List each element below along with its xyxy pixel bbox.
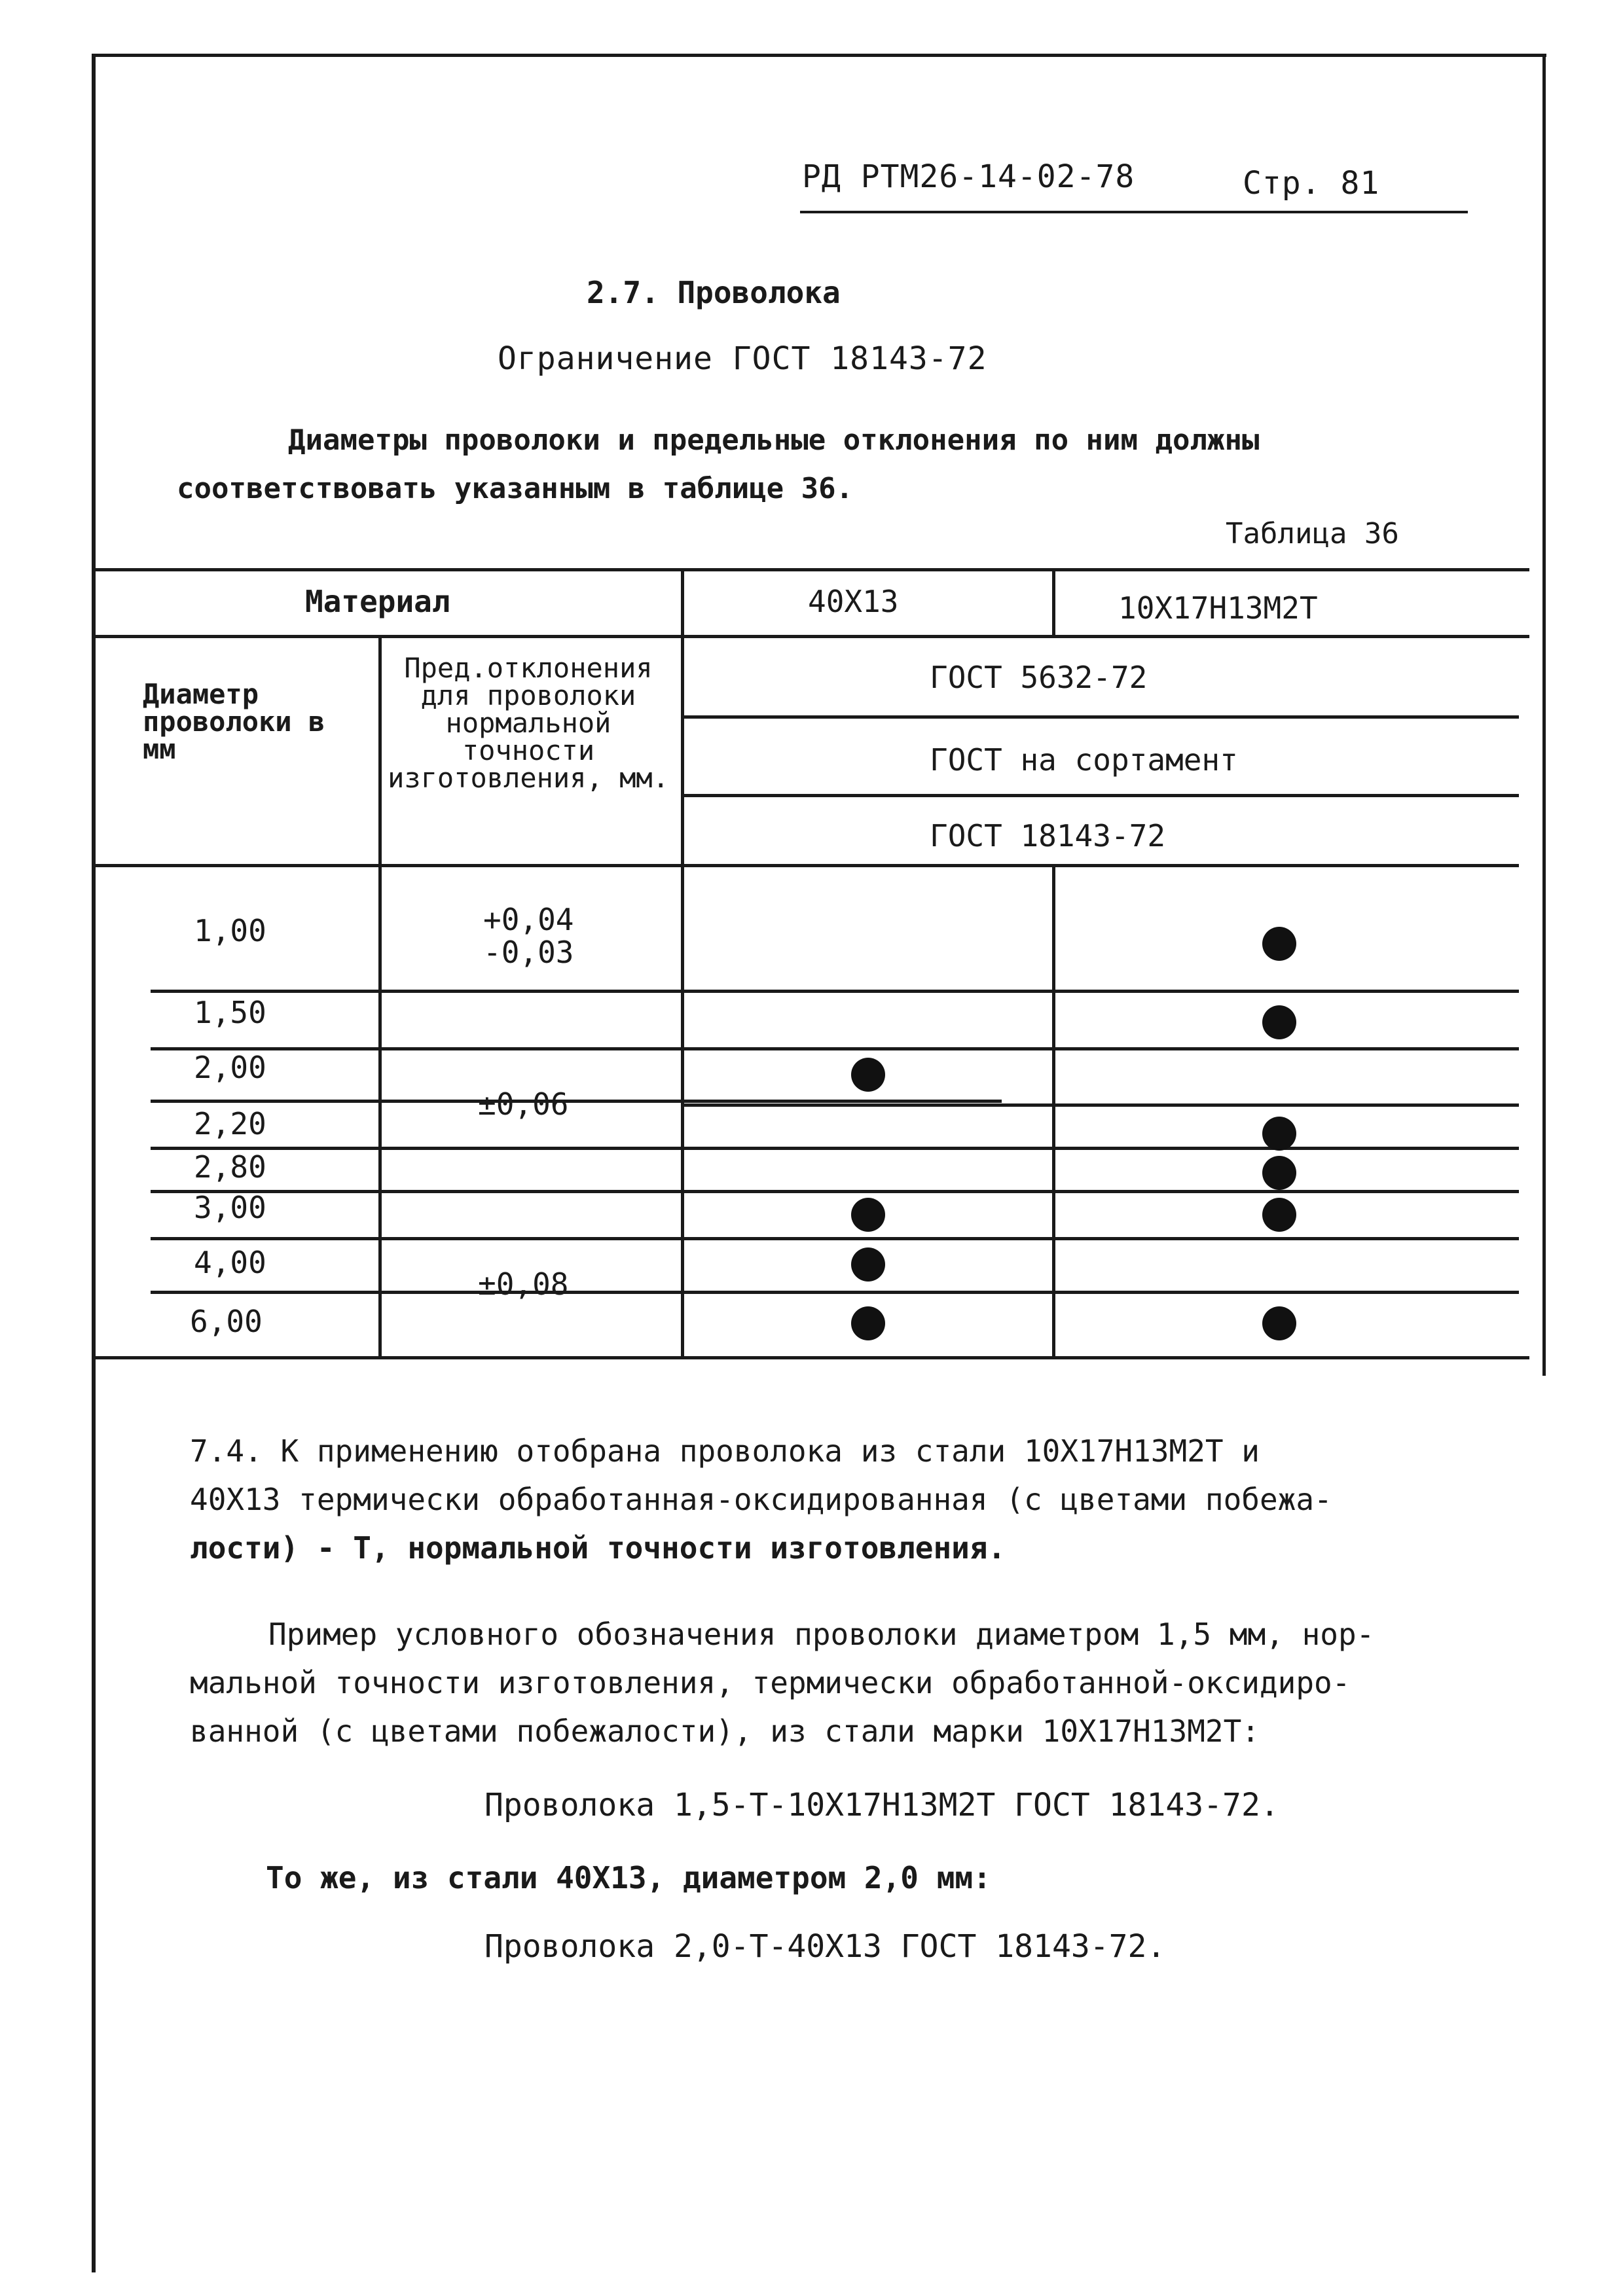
table-header-rule (96, 635, 1529, 638)
intro-line-2: соответствовать указанным в таблице 36. (177, 472, 854, 505)
col-rule-3b (1052, 864, 1055, 1357)
table-label: Таблица 36 (1226, 517, 1399, 550)
header-rule (800, 211, 1468, 213)
table-top-rule (96, 568, 1529, 571)
section-title: 2.7. Проволока (587, 275, 841, 310)
diameter-cell: 6,00 (190, 1304, 263, 1339)
diameter-cell: 4,00 (194, 1245, 266, 1280)
intro-line-1: Диаметры проволоки и предельные отклонения по ним должны (288, 423, 1260, 457)
paragraph-example-line-1: Пример условного обозначения проволоки диаметром 1,5 мм, нор- (268, 1617, 1375, 1652)
designation-example-1: Проволока 1,5-Т-10Х17Н13М2Т ГОСТ 18143-72. (484, 1787, 1279, 1823)
col-header-10x17: 10Х17Н13М2Т (1118, 590, 1318, 626)
row-rule (151, 1190, 1519, 1193)
paragraph-7-4-line-1: 7.4. К применению отобрана проволока из стали 10Х17Н13М2Т и (190, 1433, 1260, 1469)
table-std-rule-1 (684, 715, 1519, 719)
frame-left-border (92, 54, 96, 2272)
tolerance-008: ±0,08 (478, 1266, 569, 1302)
col-rule-1 (378, 635, 382, 1357)
paragraph-7-4-line-3: лости) - Т, нормальной точности изготовления. (190, 1530, 1006, 1566)
frame-right-border (1542, 54, 1546, 1376)
tolerance-plus: +0,04 (483, 902, 574, 937)
diameter-cell: 2,00 (194, 1050, 266, 1085)
table-bottom-rule (96, 1356, 1529, 1359)
diameter-cell: 2,80 (194, 1149, 266, 1185)
standard-2: ГОСТ на сортамент (930, 742, 1238, 778)
material-header: Материал (305, 584, 450, 619)
col-header-40x13: 40Х13 (808, 584, 899, 619)
paragraph-7-4-line-2: 40Х13 термически обработанная-оксидированная (с цветами побежа- (190, 1482, 1332, 1517)
row-rule (151, 1291, 1519, 1294)
page-number: Стр. 81 (1243, 165, 1380, 202)
standard-3: ГОСТ 18143-72 (930, 818, 1166, 853)
row-rule (151, 990, 1519, 993)
marker-40x13 (851, 1198, 885, 1232)
tolerance-minus: -0,03 (483, 935, 574, 970)
diameter-cell: 2,20 (194, 1106, 266, 1141)
paragraph-same-steel: То же, из стали 40Х13, диаметром 2,0 мм: (266, 1860, 991, 1895)
diameter-cell: 3,00 (194, 1190, 266, 1225)
paragraph-example-line-3: ванной (с цветами побежалости), из стали марки 10Х17Н13М2Т: (190, 1713, 1260, 1749)
table-std-rule-2 (684, 794, 1519, 797)
row-rule (684, 1103, 1519, 1107)
marker-40x13 (851, 1306, 885, 1340)
row-rule (151, 1047, 1519, 1050)
diameter-header: Диаметр проволоки в мм (143, 678, 325, 765)
tolerance-header: Пред.отклонения для проволоки нормальной точности изготовления, мм. (388, 652, 669, 794)
frame-top-border (92, 54, 1546, 57)
tolerance-006: ±0,06 (478, 1086, 569, 1122)
marker-10x17 (1262, 1005, 1296, 1039)
marker-40x13 (851, 1058, 885, 1092)
standard-1: ГОСТ 5632-72 (930, 660, 1148, 695)
document-number: РД РТМ26-14-02-78 (802, 158, 1135, 195)
row-rule (151, 1237, 1519, 1240)
marker-10x17 (1262, 1117, 1296, 1151)
marker-10x17 (1262, 1156, 1296, 1190)
intro-paragraph (177, 416, 1480, 513)
marker-10x17 (1262, 1306, 1296, 1340)
row-rule (151, 1147, 1519, 1150)
marker-10x17 (1262, 1198, 1296, 1232)
restriction-line: Ограничение ГОСТ 18143-72 (498, 340, 987, 377)
designation-example-2: Проволока 2,0-Т-40Х13 ГОСТ 18143-72. (484, 1928, 1166, 1965)
table-body-rule (96, 864, 1519, 867)
marker-10x17 (1262, 927, 1296, 961)
col-rule-3a (1052, 568, 1055, 635)
marker-40x13 (851, 1247, 885, 1282)
paragraph-example-line-2: мальной точности изготовления, термически обработанной-оксидиро- (190, 1665, 1351, 1700)
row-rule (151, 1100, 1002, 1103)
diameter-cell: 1,00 (194, 913, 266, 948)
col-rule-2 (681, 568, 684, 1357)
diameter-cell: 1,50 (194, 995, 266, 1030)
